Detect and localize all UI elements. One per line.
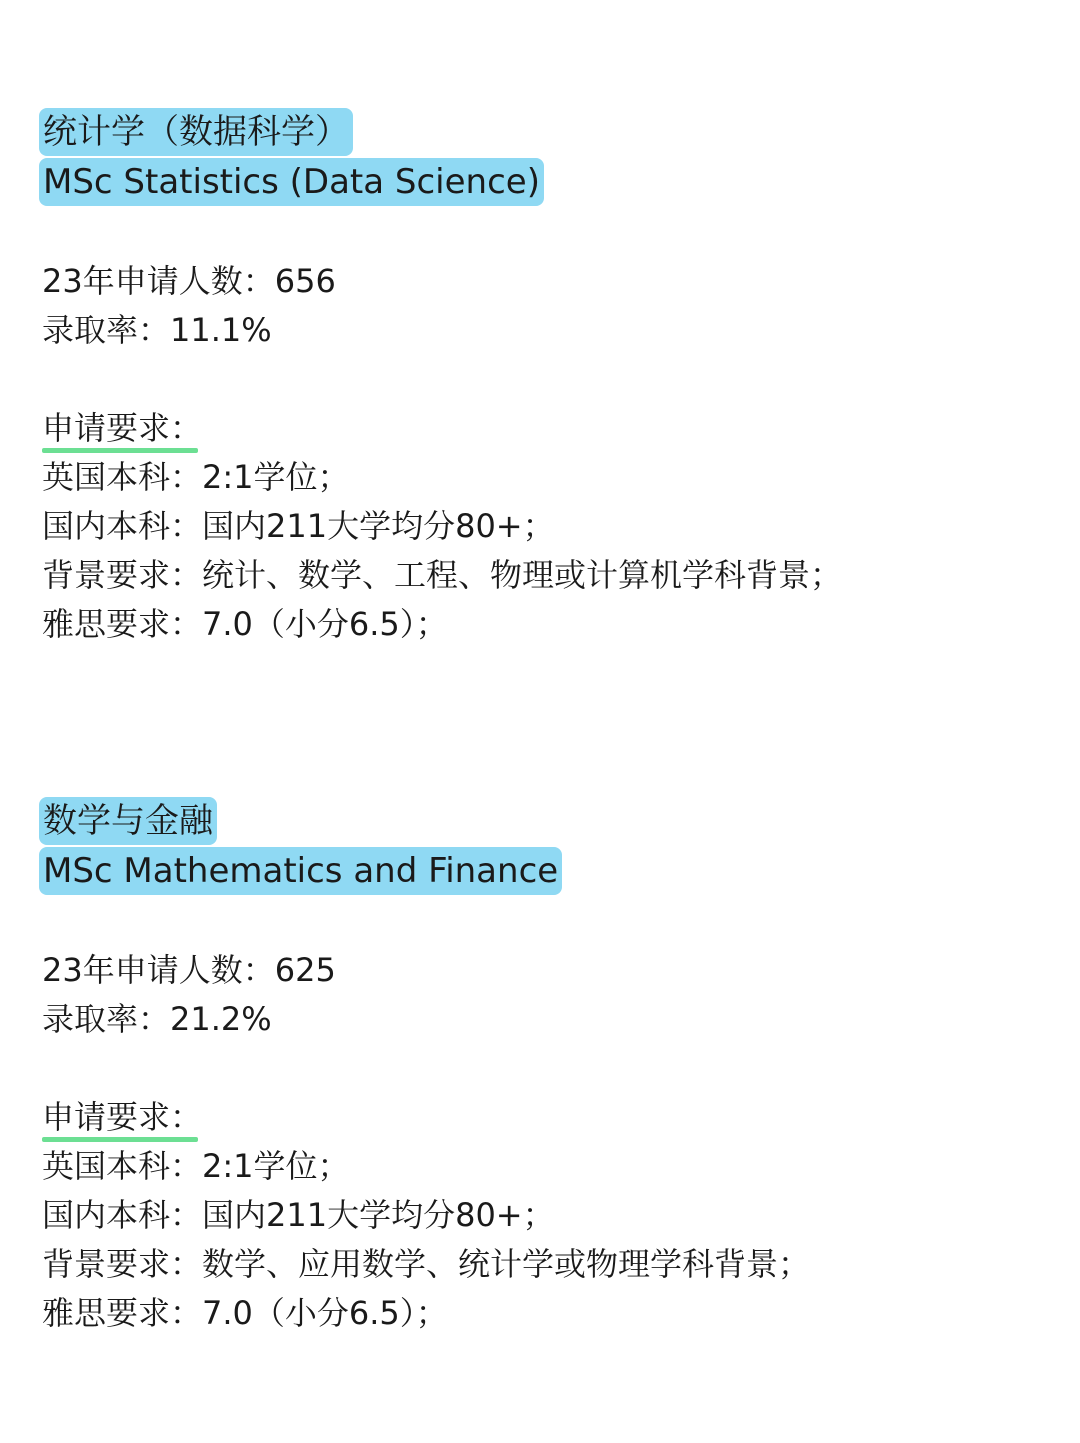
program-title-cn: 数学与金融 (39, 797, 217, 845)
requirement-ielts: 雅思要求：7.0（小分6.5）； (42, 605, 448, 643)
requirement-domestic-degree: 国内本科：国内211大学均分80+； (42, 1196, 555, 1234)
admission-rate: 录取率：11.1% (42, 311, 272, 349)
requirement-background: 背景要求：统计、数学、工程、物理或计算机学科背景； (42, 556, 843, 594)
program-statistics (42, 108, 842, 649)
requirements-block (42, 1093, 810, 1338)
program-title-block (42, 797, 810, 895)
requirement-ielts: 雅思要求：7.0（小分6.5）； (42, 1294, 448, 1332)
program-stats (42, 257, 842, 355)
requirements-heading: 申请要求： (42, 404, 202, 453)
program-title-en: MSc Statistics (Data Science) (39, 158, 544, 206)
requirement-background: 背景要求：数学、应用数学、统计学或物理学科背景； (42, 1245, 811, 1283)
applicant-count: 23年申请人数：625 (42, 951, 336, 989)
program-title-cn: 统计学（数据科学） (39, 108, 353, 156)
program-title-en: MSc Mathematics and Finance (39, 847, 562, 895)
program-title-block (42, 108, 842, 206)
requirements-block (42, 404, 842, 649)
requirement-uk-degree: 英国本科：2:1学位； (42, 1147, 350, 1185)
requirement-uk-degree: 英国本科：2:1学位； (42, 458, 350, 496)
program-stats (42, 946, 810, 1044)
admission-rate: 录取率：21.2% (42, 1000, 272, 1038)
requirements-heading: 申请要求： (42, 1093, 202, 1142)
requirement-domestic-degree: 国内本科：国内211大学均分80+； (42, 507, 555, 545)
program-math-finance (42, 797, 810, 1338)
applicant-count: 23年申请人数：656 (42, 262, 336, 300)
